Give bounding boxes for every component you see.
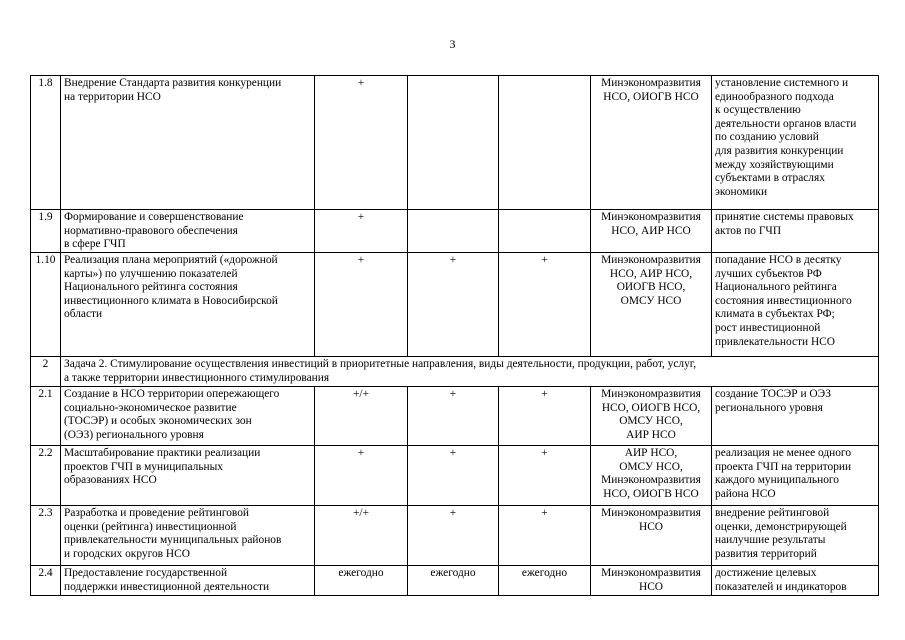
period-2-cell [408, 387, 499, 446]
result-cell-line: района НСО [715, 487, 776, 500]
executor-cell [591, 387, 712, 446]
period-3-cell-line: ежегодно [521, 567, 568, 579]
executor-cell-line: НСО, ОИОГВ НСО [603, 487, 699, 500]
result-cell-line: показателей и индикаторов [715, 580, 847, 593]
period-2-cell-line: + [449, 254, 457, 266]
row-number-cell-line: 1.10 [35, 254, 56, 266]
executor-cell [591, 253, 712, 357]
result-cell-line: развития территорий [715, 547, 817, 560]
row-number-cell-line: 1.8 [38, 77, 53, 89]
period-3-cell [499, 446, 591, 506]
period-1-cell-line: + [357, 211, 365, 223]
result-cell [712, 446, 879, 506]
row-number-cell [31, 446, 61, 506]
table-row [31, 253, 879, 357]
period-2-cell [408, 446, 499, 506]
period-1-cell-line: ежегодно [338, 567, 384, 579]
result-cell-line: каждого муниципального [715, 474, 840, 487]
measure-name-cell-line: и городских округов НСО [64, 547, 190, 560]
period-1-cell [315, 76, 408, 210]
measure-name-cell-line: проектов ГЧП в муниципальных [64, 460, 223, 473]
measure-name-cell-line: в сфере ГЧП [64, 238, 126, 251]
period-1-cell-line: + [357, 447, 365, 459]
result-cell-line: лучших субъектов РФ [715, 267, 822, 280]
measure-name-cell-line: привлекательности муниципальных районов [64, 534, 282, 547]
period-1-cell-line: +/+ [352, 388, 369, 400]
measure-name-cell-line: инвестиционного климата в Новосибирской [64, 294, 278, 307]
executor-cell-line: Минэкономразвития [601, 254, 701, 266]
table-row [31, 76, 879, 210]
executor-cell-line: ОМСУ НСО [620, 294, 682, 307]
period-2-cell-line: + [449, 388, 457, 400]
result-cell-line: привлекательности НСО [715, 335, 835, 348]
measure-name-cell-line: области [64, 308, 103, 321]
result-cell-line: достижение целевых [715, 567, 817, 579]
measure-name-cell-line: Внедрение Стандарта развития конкуренции [64, 77, 282, 89]
task-number-cell [31, 357, 61, 387]
row-number-cell-line: 2.2 [38, 447, 53, 459]
measure-name-cell-line: карты») по улучшению показателей [64, 267, 238, 280]
result-cell-line: регионального уровня [715, 401, 823, 414]
task-text-cell-line: Задача 2. Стимулирование осуществления инвестиций в приоритетные направления, виды деятельности, продукции, работ, услуг, [64, 358, 697, 370]
executor-cell-line: НСО [638, 520, 664, 533]
executor-cell-line: Минэкономразвития [601, 474, 701, 487]
table-row [31, 446, 879, 506]
executor-cell-line: НСО, ОИОГВ НСО [603, 90, 699, 103]
result-cell [712, 506, 879, 566]
executor-cell [591, 566, 712, 596]
measure-name-cell-line: Формирование и совершенствование [64, 211, 244, 223]
period-2-cell [408, 210, 499, 253]
measure-name-cell-line: Масштабирование практики реализации [64, 447, 261, 459]
result-cell [712, 253, 879, 357]
period-1-cell-line: + [357, 254, 365, 266]
page-number: 3 [449, 37, 456, 51]
table-row [31, 506, 879, 566]
measure-name-cell-line: поддержки инвестиционной деятельности [64, 580, 270, 593]
row-number-cell [31, 253, 61, 357]
measure-name-cell-line: на территории НСО [64, 90, 161, 103]
executor-cell-line: ОИОГВ НСО, [616, 281, 686, 294]
measure-name-cell [61, 566, 315, 596]
result-cell-line: рост инвестиционной [715, 321, 821, 334]
measure-name-cell-line: Разработка и проведение рейтинговой [64, 507, 250, 519]
period-3-cell-line: + [541, 388, 548, 400]
period-2-cell-line: + [449, 507, 457, 519]
measures-table [30, 75, 879, 596]
result-cell-line: к осуществлению [715, 104, 801, 117]
row-number-cell [31, 210, 61, 253]
result-cell-line: между хозяйствующими [715, 158, 834, 171]
period-3-cell [499, 566, 591, 596]
executor-cell-line: Минэкономразвития [601, 388, 701, 400]
result-cell-line: установление системного и [715, 77, 849, 89]
result-cell-line: деятельности органов власти [715, 117, 857, 130]
row-number-cell-line: 2.1 [38, 388, 53, 400]
period-3-cell-line: + [541, 254, 548, 266]
row-number-cell [31, 76, 61, 210]
period-2-cell-line: + [449, 447, 457, 459]
result-cell-line: Национального рейтинга [715, 281, 837, 294]
period-1-cell-line: + [357, 77, 365, 89]
result-cell [712, 210, 879, 253]
result-cell-line: внедрение рейтинговой [715, 507, 830, 519]
period-3-cell [499, 210, 591, 253]
executor-cell-line: ОМСУ НСО, [619, 460, 683, 473]
measure-name-cell-line: (ТОСЭР) и особых экономических зон [64, 415, 252, 428]
executor-cell-line: НСО, ОИОГВ НСО, [601, 401, 701, 414]
result-cell-line: актов по ГЧП [715, 224, 782, 237]
result-cell-line: оценки, демонстрирующей [715, 520, 847, 533]
measure-name-cell [61, 253, 315, 357]
result-cell-line: для развития конкуренции [715, 144, 844, 157]
table-row [31, 566, 879, 596]
result-cell-line: субъектами в отраслях [715, 172, 825, 185]
period-2-cell [408, 506, 499, 566]
executor-cell-line: АИР НСО [626, 428, 676, 441]
executor-cell [591, 506, 712, 566]
executor-cell-line: АИР НСО, [624, 447, 678, 459]
measure-name-cell-line: нормативно-правового обеспечения [64, 224, 238, 237]
executor-cell-line: НСО [638, 580, 664, 593]
result-cell-line: реализация не менее одного [715, 447, 852, 459]
period-3-cell [499, 506, 591, 566]
table-row [31, 210, 879, 253]
period-2-cell-line: ежегодно [430, 567, 476, 579]
measure-name-cell-line: (ОЭЗ) регионального уровня [64, 428, 204, 441]
measure-name-cell [61, 446, 315, 506]
result-cell [712, 566, 879, 596]
task-number-cell-line: 2 [42, 358, 49, 370]
period-2-cell [408, 566, 499, 596]
measure-name-cell [61, 76, 315, 210]
measure-name-cell-line: Создание в НСО территории опережающего [64, 388, 280, 400]
period-3-cell-line: + [541, 447, 548, 459]
measure-name-cell-line: оценки (рейтинга) инвестиционной [64, 520, 237, 533]
period-3-cell [499, 387, 591, 446]
result-cell-line: по созданию условий [715, 131, 819, 144]
period-2-cell [408, 76, 499, 210]
measure-name-cell-line: Реализация плана мероприятий («дорожной [64, 254, 278, 266]
row-number-cell-line: 2.3 [38, 507, 53, 519]
period-1-cell [315, 506, 408, 566]
table-row [31, 387, 879, 446]
result-cell [712, 387, 879, 446]
period-1-cell [315, 253, 408, 357]
period-1-cell [315, 446, 408, 506]
task-text-cell [61, 357, 879, 387]
result-cell-line: создание ТОСЭР и ОЭЗ [715, 388, 831, 400]
row-number-cell-line: 1.9 [38, 211, 53, 223]
period-2-cell [408, 253, 499, 357]
measure-name-cell-line: социально-экономическое развитие [64, 401, 237, 414]
measure-name-cell [61, 506, 315, 566]
row-number-cell-line: 2.4 [38, 567, 53, 579]
executor-cell [591, 446, 712, 506]
executor-cell [591, 76, 712, 210]
period-3-cell [499, 76, 591, 210]
executor-cell-line: НСО, АИР НСО, [609, 267, 693, 280]
table-row [31, 357, 879, 387]
executor-cell-line: ОМСУ НСО, [619, 415, 683, 428]
measure-name-cell-line: Национального рейтинга состояния [64, 281, 238, 294]
period-3-cell [499, 253, 591, 357]
result-cell-line: единообразного подхода [715, 90, 834, 103]
result-cell-line: проекта ГЧП на территории [715, 460, 852, 473]
result-cell-line: климата в субъектах РФ; [715, 308, 835, 321]
measure-name-cell-line: Предоставление государственной [64, 567, 228, 579]
row-number-cell [31, 506, 61, 566]
executor-cell-line: Минэкономразвития [601, 507, 701, 519]
period-1-cell-line: +/+ [352, 507, 369, 519]
result-cell [712, 76, 879, 210]
executor-cell-line: Минэкономразвития [601, 77, 701, 89]
executor-cell-line: НСО, АИР НСО [611, 224, 691, 237]
result-cell-line: попадание НСО в десятку [715, 254, 842, 266]
measure-name-cell-line: образованиях НСО [64, 474, 157, 487]
period-1-cell [315, 566, 408, 596]
period-1-cell [315, 210, 408, 253]
result-cell-line: состояния инвестиционного [715, 294, 852, 307]
result-cell-line: принятие системы правовых [715, 211, 854, 223]
row-number-cell [31, 566, 61, 596]
row-number-cell [31, 387, 61, 446]
executor-cell-line: Минэкономразвития [601, 567, 701, 579]
result-cell-line: экономики [715, 185, 768, 198]
measure-name-cell [61, 387, 315, 446]
period-3-cell-line: + [541, 507, 548, 519]
result-cell-line: наилучшие результаты [715, 534, 826, 547]
measure-name-cell [61, 210, 315, 253]
executor-cell [591, 210, 712, 253]
executor-cell-line: Минэкономразвития [601, 211, 701, 223]
period-1-cell [315, 387, 408, 446]
task-text-cell-line: а также территории инвестиционного стимулирования [64, 371, 330, 384]
